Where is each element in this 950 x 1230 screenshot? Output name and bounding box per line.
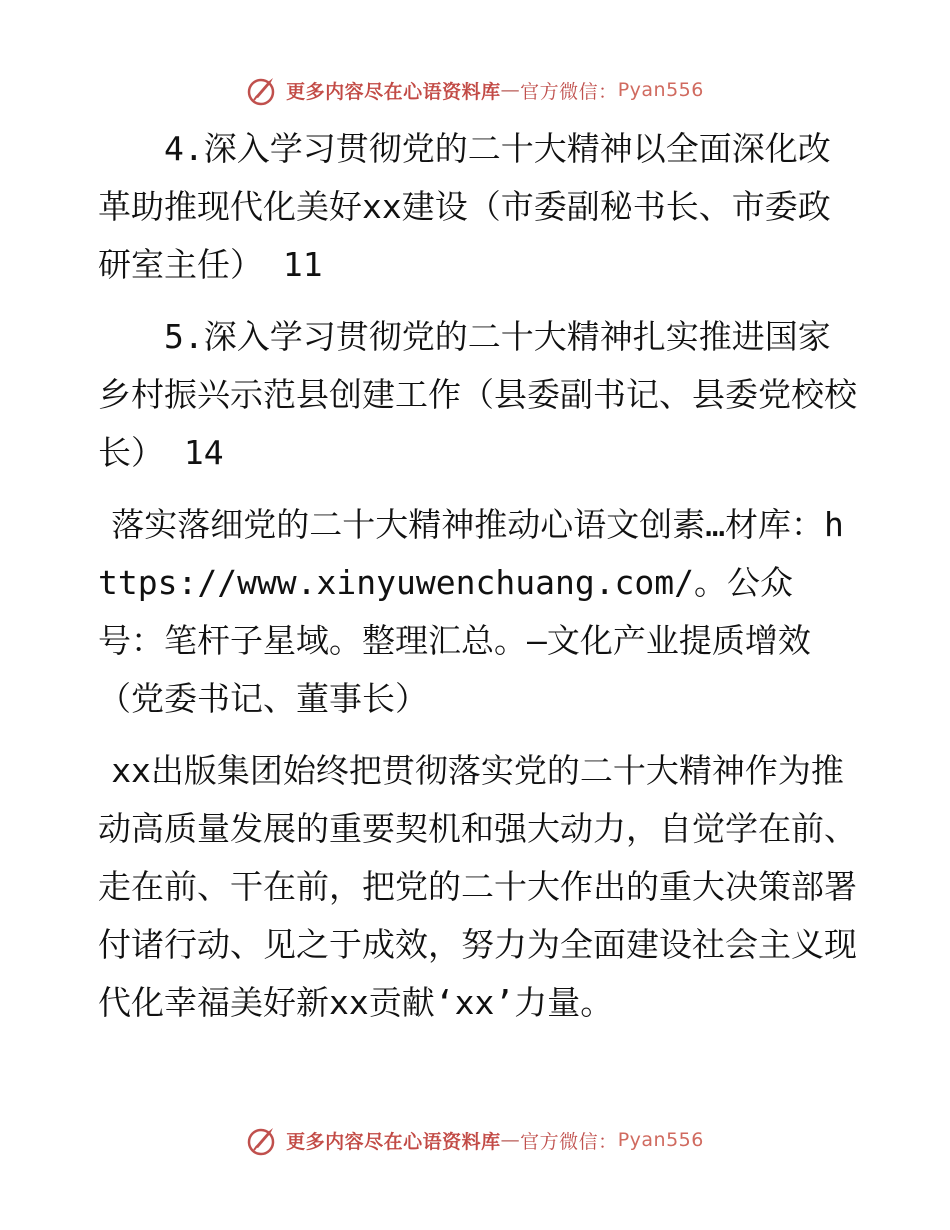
footer-wechat-label: 官方微信： [520, 1130, 618, 1153]
document-body [98, 120, 858, 1046]
header-wechat-handle: Pyan556 [617, 79, 704, 101]
header-banner [0, 70, 950, 110]
quill-pen-logo-icon [246, 1123, 280, 1157]
toc-entry-5: 5.深入学习贯彻党的二十大精神扎实推进国家乡村振兴示范县创建工作（县委副书记、县委党校校长） 14 [98, 317, 857, 472]
header-wechat-label: 官方微信： [520, 80, 618, 103]
footer-brand-text: 更多内容尽在心语资料库 [286, 1130, 501, 1153]
article-title: 落实落细党的二十大精神推动心语文创素…材库：https://www.xinyuwenchuang.com/。公众号：笔杆子星域。整理汇总。—文化产业提质增效（党委书记、董事长） [98, 505, 844, 718]
article-paragraph: xx出版集团始终把贯彻落实党的二十大精神作为推动高质量发展的重要契机和强大动力，自觉学在前、走在前、干在前，把党的二十大作出的重大决策部署付诸行动、见之于成效，努力为全面建设社会主义现代化幸福美好新xx贡献‘xx’力量。 [98, 751, 857, 1022]
footer-wechat-handle: Pyan556 [617, 1129, 704, 1151]
quill-pen-logo-icon [246, 73, 280, 107]
header-brand-text: 更多内容尽在心语资料库 [286, 80, 501, 103]
header-separator: — [500, 79, 521, 101]
toc-entry-4: 4.深入学习贯彻党的二十大精神以全面深化改革助推现代化美好xx建设（市委副秘书长、市委政研室主任） 11 [98, 129, 831, 284]
footer-banner [0, 1120, 950, 1160]
footer-separator: — [500, 1129, 521, 1151]
